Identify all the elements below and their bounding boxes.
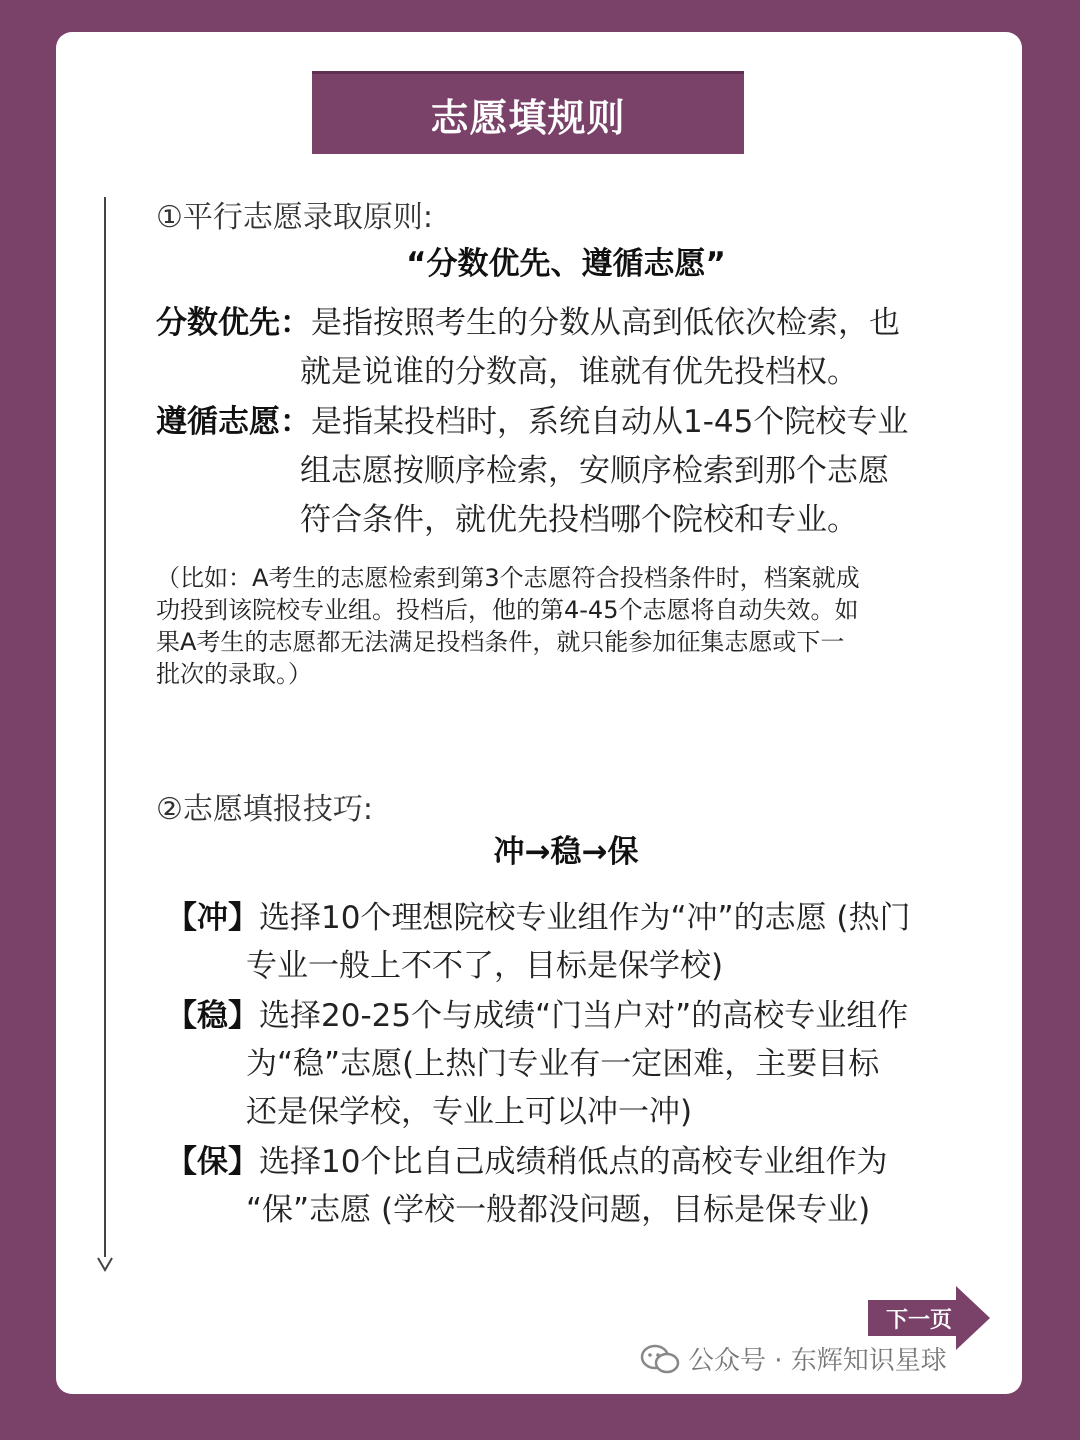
- definition-line: 就是说谁的分数高，谁就有优先投档权。: [300, 354, 858, 390]
- strategy-line: 专业一般上不不了，目标是保学校): [246, 948, 724, 984]
- example-line: 果A考生的志愿都无法满足投档条件，就只能参加征集志愿或下一: [156, 628, 845, 656]
- strategy-line: 还是保学校，专业上可以冲一冲): [246, 1094, 693, 1130]
- section2-heading: ②志愿填报技巧:: [156, 792, 374, 827]
- example-paragraph: [156, 562, 986, 690]
- arrow-down-icon: [96, 1254, 114, 1272]
- strategy-line: 选择10个理想院校专业组作为“冲”的志愿 (热门: [259, 900, 911, 936]
- strategy-item-safe: [166, 1138, 986, 1234]
- title-banner: [312, 74, 744, 154]
- definition-line: 符合条件，就优先投档哪个院校和专业。: [300, 502, 858, 538]
- strategy-line: “保”志愿 (学校一般都没问题，目标是保专业): [246, 1192, 871, 1228]
- strategy-item-stable: [166, 992, 986, 1136]
- definition-score-first: [156, 299, 986, 397]
- footer-watermark: [640, 1340, 947, 1377]
- strategy-tag: 【稳】: [166, 998, 259, 1034]
- progress-line: [104, 197, 106, 1257]
- next-page-label: 下一页: [885, 1307, 952, 1333]
- strategy-item-rush: [166, 894, 986, 990]
- strategy-tag: 【冲】: [166, 900, 259, 936]
- example-line: （比如：A考生的志愿检索到第3个志愿符合投档条件时，档案就成: [156, 564, 860, 592]
- strategy-line: 选择10个比自己成绩稍低点的高校专业组作为: [259, 1144, 888, 1180]
- section2-slogan: 冲→稳→保: [493, 834, 639, 870]
- section1-slogan: “分数优先、遵循志愿”: [406, 246, 726, 282]
- content-card: [56, 32, 1022, 1394]
- example-line: 功投到该院校专业组。投档后，他的第4-45个志愿将自动失效。如: [156, 596, 859, 624]
- strategy-line: 选择20-25个与成绩“门当户对”的高校专业组作: [259, 998, 909, 1034]
- wechat-icon: [640, 1344, 680, 1374]
- definition-line: 组志愿按顺序检索，安顺序检索到那个志愿: [300, 453, 889, 489]
- definition-term: 遵循志愿：: [156, 404, 311, 440]
- footer-text: 公众号 · 东辉知识星球: [688, 1346, 947, 1376]
- definition-line: 是指某投档时，系统自动从1-45个院校专业: [311, 404, 909, 440]
- example-line: 批次的录取。）: [156, 660, 312, 688]
- strategy-line: 为“稳”志愿(上热门专业有一定困难，主要目标: [246, 1046, 880, 1082]
- definition-follow-preference: [156, 398, 986, 545]
- definition-term: 分数优先：: [156, 305, 311, 341]
- page-title: 志愿填规则: [430, 95, 626, 140]
- definition-line: 是指按照考生的分数从高到低依次检索，也: [311, 305, 900, 341]
- section1-heading: ①平行志愿录取原则:: [156, 200, 434, 235]
- strategy-tag: 【保】: [166, 1144, 259, 1180]
